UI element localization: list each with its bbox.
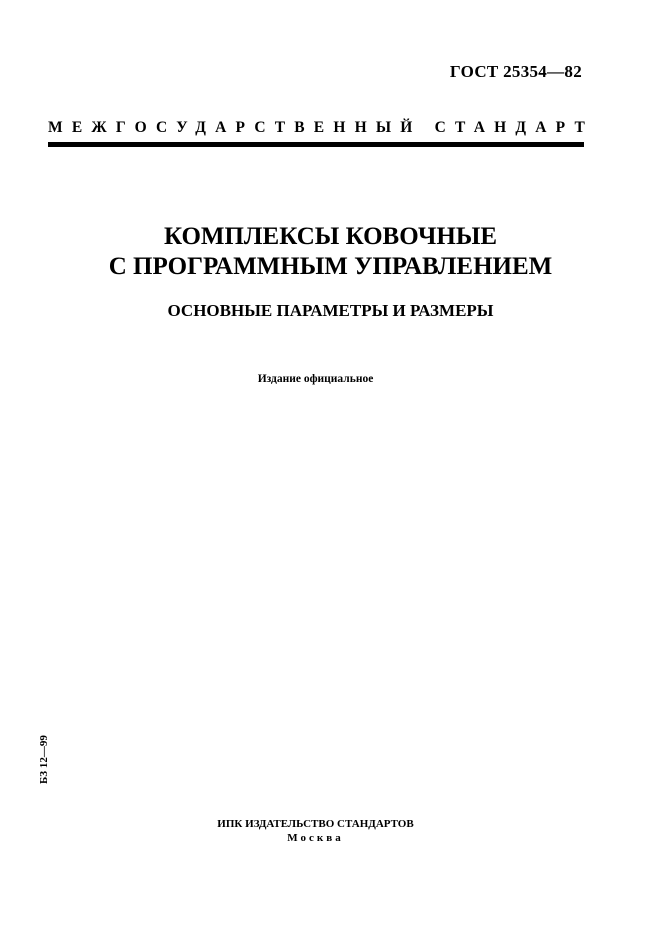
document-title bbox=[0, 222, 661, 282]
title-line-2: С ПРОГРАММНЫМ УПРАВЛЕНИЕМ bbox=[108, 253, 553, 280]
publisher-city: Москва bbox=[287, 832, 344, 844]
standard-type-heading: МЕЖГОСУДАРСТВЕННЫЙ СТАНДАРТ bbox=[48, 119, 595, 136]
edition-note: Издание официальное bbox=[257, 373, 374, 385]
title-line-1: КОМПЛЕКСЫ КОВОЧНЫЕ bbox=[163, 223, 498, 250]
side-code: БЗ 12—99 bbox=[38, 735, 50, 784]
header-rule bbox=[48, 142, 584, 147]
publisher-name: ИПК ИЗДАТЕЛЬСТВО СТАНДАРТОВ bbox=[217, 818, 414, 830]
standard-number: ГОСТ 25354—82 bbox=[449, 62, 582, 81]
document-subtitle: ОСНОВНЫЕ ПАРАМЕТРЫ И РАЗМЕРЫ bbox=[167, 301, 494, 320]
